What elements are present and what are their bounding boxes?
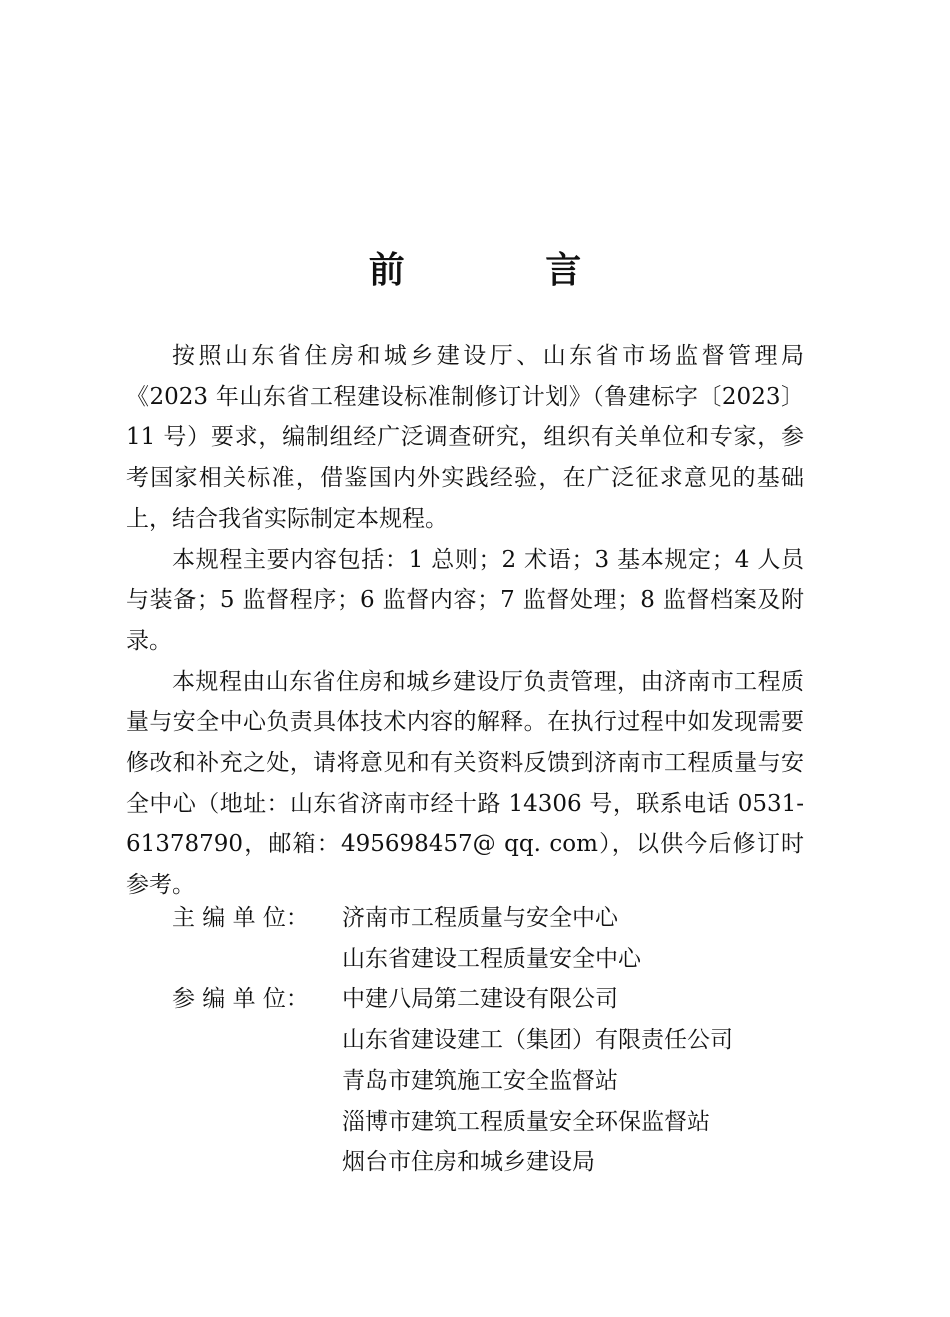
preface-body	[126, 336, 804, 906]
chief-unit-1: 济南市工程质量与安全中心	[342, 905, 618, 931]
participating-unit-row-5	[172, 1142, 733, 1183]
participating-unit-row-1	[172, 979, 733, 1020]
participating-unit-3: 青岛市建筑施工安全监督站	[342, 1067, 618, 1094]
credits-section	[172, 898, 733, 1183]
preface-paragraph-1: 按照山东省住房和城乡建设厅、山东省市场监督管理局《2023 年山东省工程建设标准制修订计划》（鲁建标字〔2023〕11 号）要求，编制组经广泛调查研究，组织有关单位和专家，参考国家相关标准，借鉴国内外实践经验，在广泛征求意见的基础上，结合我省实际制定本规程。	[126, 343, 804, 532]
chief-unit-2: 山东省建设工程质量安全中心	[342, 945, 641, 972]
preface-paragraph-2: 本规程主要内容包括：1 总则；2 术语；3 基本规定；4 人员与装备；5 监督程序；6 监督内容；7 监督处理；8 监督档案及附录。	[126, 546, 804, 654]
participating-unit-1: 中建八局第二建设有限公司	[342, 986, 618, 1013]
participating-unit-2: 山东省建设建工（集团）有限责任公司	[342, 1027, 733, 1054]
participating-unit-4: 淄博市建筑工程质量安全环保监督站	[342, 1108, 710, 1135]
chief-units-label: 主 编 单 位：	[172, 905, 309, 931]
chief-unit-row-2	[172, 939, 733, 980]
participating-unit-row-2	[172, 1020, 733, 1061]
chief-unit-row-1	[172, 898, 733, 939]
preface-paragraph-3: 本规程由山东省住房和城乡建设厅负责管理，由济南市工程质量与安全中心负责具体技术内容的解释。在执行过程中如发现需要修改和补充之处，请将意见和有关资料反馈到济南市工程质量与安全中心（地址：山东省济南市经十路 14306 号，联系电话 0531-61378790，邮箱：495698457@ qq. com），以供今后修订时参考。	[126, 668, 804, 899]
participating-unit-5: 烟台市住房和城乡建设局	[342, 1149, 595, 1176]
participating-units-label: 参 编 单 位：	[172, 986, 309, 1013]
page-title: 前 言	[368, 249, 646, 291]
participating-unit-row-3	[172, 1061, 733, 1102]
participating-unit-row-4	[172, 1102, 733, 1143]
